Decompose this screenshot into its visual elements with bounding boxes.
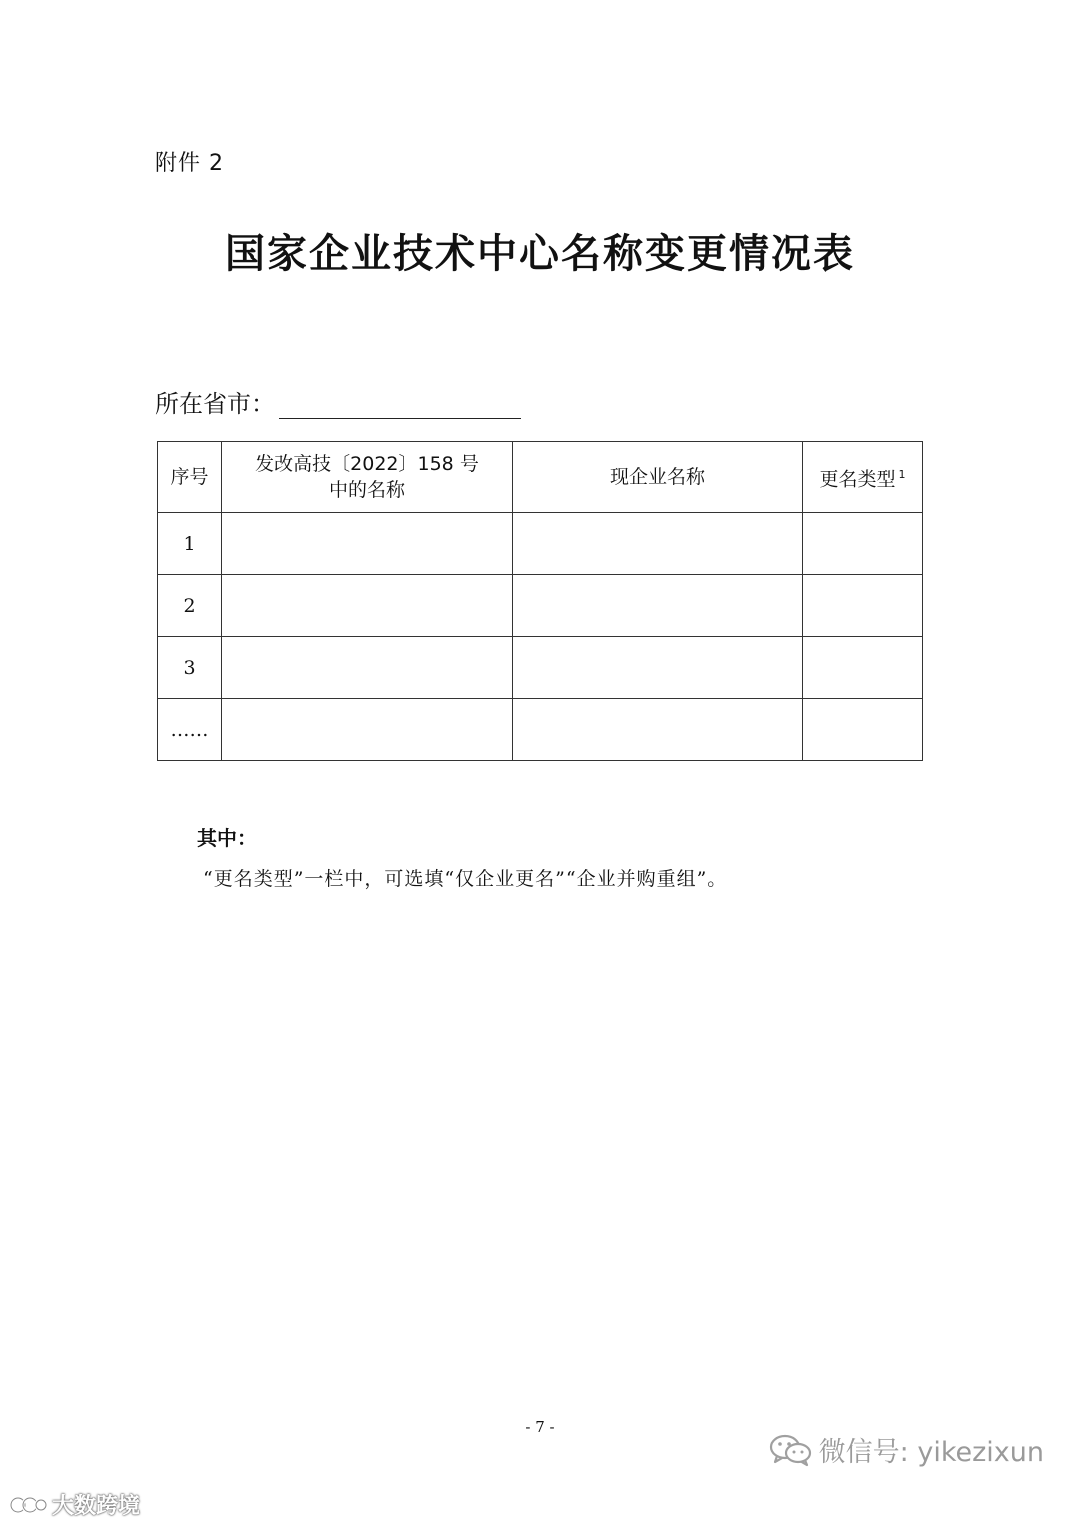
province-blank-line [279,392,521,419]
wechat-icon [769,1433,813,1467]
brand-watermark [8,1489,140,1520]
page-title: 国家企业技术中心名称变更情况表 [225,231,855,277]
row-current-name [513,575,803,637]
table-row [158,637,923,699]
table-header-row [158,442,923,513]
row-seq: 1 [158,513,222,575]
notes-label: 其中： [197,826,257,850]
row-current-name [513,637,803,699]
wechat-watermark [769,1430,1044,1469]
row-old-name [222,575,513,637]
row-old-name [222,637,513,699]
notes-text: “更名类型”一栏中，可选填“仅企业更名”“企业并购重组”。 [203,868,728,890]
wechat-text: 微信号: yikezixun [818,1437,1044,1468]
rename-table [157,441,923,761]
row-current-name [513,513,803,575]
province-field [155,384,521,419]
header-old-name [222,442,513,513]
row-current-name [513,699,803,761]
province-label: 所在省市： [155,390,275,418]
row-old-name [222,699,513,761]
header-current-name: 现企业名称 [513,442,803,513]
page-number: - 7 - [525,1418,555,1436]
row-rename-type [803,637,923,699]
table-row [158,513,923,575]
brand-logo-icon [8,1493,48,1517]
table-row [158,575,923,637]
row-rename-type [803,513,923,575]
row-seq: 2 [158,575,222,637]
footnote-marker: 1 [898,467,906,481]
row-seq: …… [158,699,222,761]
table-row [158,699,923,761]
header-old-name-line1: 发改高技〔2022〕158 号 [255,453,479,475]
row-rename-type [803,699,923,761]
header-rename-type-label: 更名类型 [819,468,896,491]
row-old-name [222,513,513,575]
attachment-label: 附件 2 [155,151,224,176]
header-old-name-line2: 中的名称 [328,479,405,501]
header-seq: 序号 [158,442,222,513]
row-seq: 3 [158,637,222,699]
header-rename-type [803,442,923,513]
brand-text: 大数跨境 [52,1494,141,1519]
row-rename-type [803,575,923,637]
